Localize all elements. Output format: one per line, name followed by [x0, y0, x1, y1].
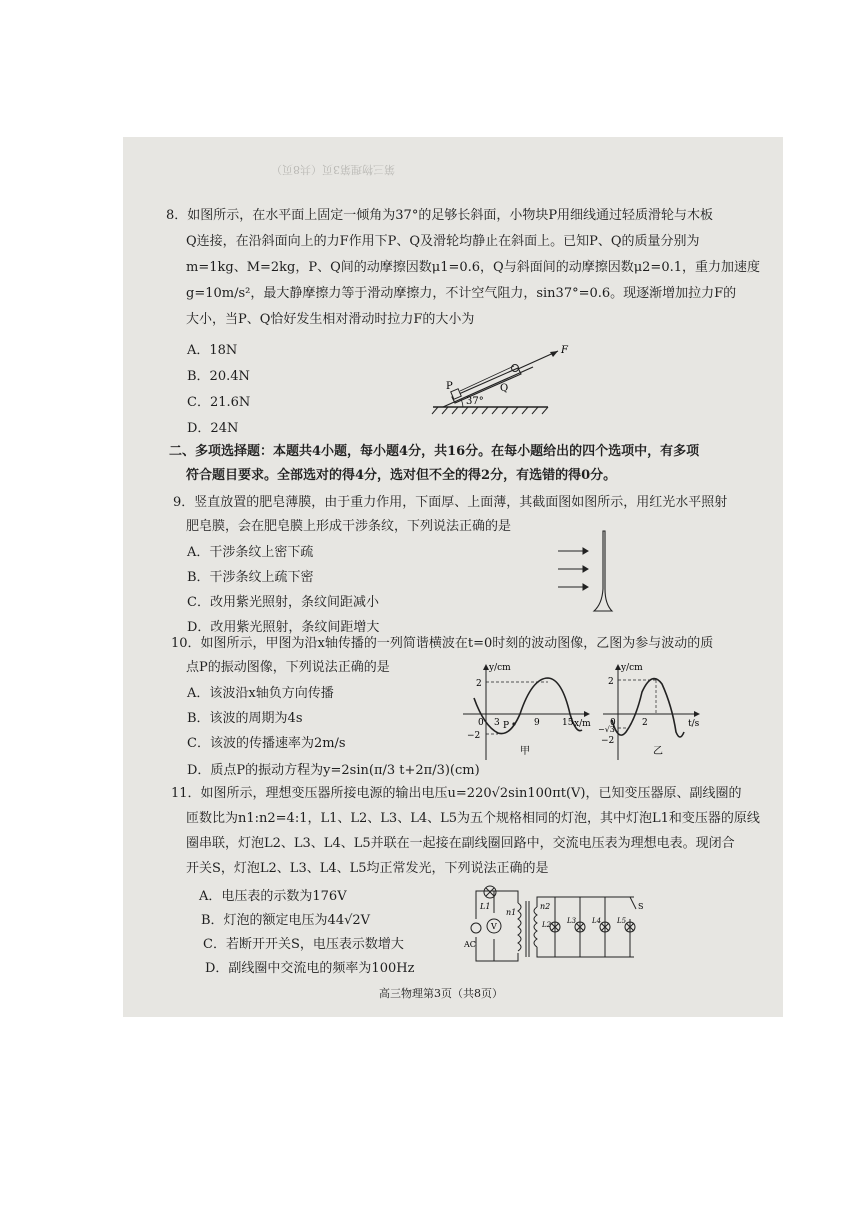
soap-film: [594, 531, 612, 611]
label-ac: AC: [464, 940, 476, 949]
label-l2: L2: [542, 921, 552, 929]
q8-option-d: D．24N: [187, 421, 239, 436]
page-footer: 高三物理第3页（共8页）: [379, 987, 503, 1000]
tick-x-15: 15: [562, 718, 574, 728]
axis-label-y: y/cm: [489, 663, 511, 673]
q8-option-c: C．21.6N: [187, 395, 251, 410]
label-s: S: [638, 902, 644, 911]
section2-line-2: 符合题目要求。全部选对的得4分，选对但不全的得2分，有选错的得0分。: [186, 468, 617, 483]
q10-line-2: 点P的振动图像，下列说法正确的是: [186, 660, 390, 675]
tick-y-2: 2: [476, 679, 482, 689]
q11-option-c: C．若断开开关S，电压表示数增大: [203, 937, 404, 952]
soap-film-figure: [553, 529, 623, 614]
q11-line-4: 开关S，灯泡L2、L3、L4、L5均正常发光，下列说法正确的是: [186, 861, 549, 876]
q9-line-1: 9．竖直放置的肥皂薄膜，由于重力作用，下面厚、上面薄，其截面图如图所示，用红光水平照射: [173, 495, 728, 510]
q8-line-1: 8．如图所示，在水平面上固定一倾角为37°的足够长斜面，小物块P用细线通过轻质滑轮与木板: [166, 208, 714, 223]
transformer-circuit: [458, 879, 658, 981]
q11-line-2: 匝数比为n1:n2=4:1，L1、L2、L3、L4、L5为五个规格相同的灯泡，其中灯泡L1和变压器的原线: [186, 811, 760, 826]
label-n2: n2: [540, 902, 551, 911]
exam-page: [123, 137, 783, 1017]
tick-x-9: 9: [534, 718, 540, 728]
tick-y-2: 2: [608, 677, 614, 687]
q11-option-a: A．电压表的示数为176V: [199, 889, 347, 904]
incline-line: [443, 367, 533, 407]
label-l1: L1: [480, 902, 491, 911]
q10-option-c: C．该波的传播速率为2m/s: [187, 736, 346, 751]
label-angle: 37°: [466, 396, 484, 407]
q11-line-1: 11．如图所示，理想变压器所接电源的输出电压u=220√2sin100πt(V)，已知变压器原、副线圈的: [171, 786, 742, 801]
label-l5: L5: [617, 917, 627, 925]
vibration-graph-b: [598, 662, 708, 764]
vibration-curve: [612, 679, 684, 737]
label-p-point: P: [503, 721, 510, 731]
q10-option-d: D．质点P的振动方程为y=2sin(π/3 t+2π/3)(cm): [187, 763, 480, 778]
q10-option-a: A．该波沿x轴负方向传播: [187, 686, 334, 701]
mirrored-header: 第三物理第3页（共8页）: [271, 163, 395, 176]
tick-y-0: 0: [610, 718, 616, 728]
tick-y-neg-sqrt3: −√3: [598, 725, 615, 734]
q11-line-3: 圈串联，灯泡L2、L3、L4、L5并联在一起接在副线圈回路中，交流电压表为理想电表。现闭合: [186, 836, 735, 851]
label-l4: L4: [592, 917, 602, 925]
incline-figure: [428, 337, 578, 417]
axis-label-x: t/s: [688, 719, 700, 729]
q10-option-b: B．该波的周期为4s: [187, 711, 303, 726]
q8-line-4: g=10m/s²，最大静摩擦力等于滑动摩擦力，不计空气阻力，sin37°=0.6。现逐渐增加拉力F的: [186, 286, 737, 301]
section2-line-1: 二、多项选择题：本题共4小题，每小题4分，共16分。在每小题给出的四个选项中，有多项: [169, 444, 700, 459]
axis-label-y: y/cm: [621, 663, 643, 673]
tick-y-neg2: −2: [601, 736, 615, 746]
q9-line-2: 肥皂膜，会在肥皂膜上形成干涉条纹，下列说法正确的是: [186, 519, 512, 534]
tick-x-2: 2: [642, 718, 648, 728]
wave-graph-a: [458, 662, 596, 764]
caption-yi: 乙: [653, 746, 663, 757]
q9-option-a: A．干涉条纹上密下疏: [187, 545, 314, 560]
q9-option-d: D．改用紫光照射，条纹间距增大: [187, 620, 380, 635]
q9-option-b: B．干涉条纹上疏下密: [187, 570, 314, 585]
q8-line-2: Q连接，在沿斜面向上的力F作用下P、Q及滑轮均静止在斜面上。已知P、Q的质量分别为: [186, 234, 700, 249]
q9-option-c: C．改用紫光照射，条纹间距减小: [187, 595, 379, 610]
label-l3: L3: [567, 917, 577, 925]
label-q: Q: [500, 383, 509, 394]
q8-line-3: m=1kg、M=2kg，P、Q间的动摩擦因数μ1=0.6，Q与斜面间的动摩擦因数μ2=0.1，重力加速度: [186, 260, 760, 275]
q8-option-b: B．20.4N: [187, 369, 250, 384]
tick-y-0: 0: [478, 718, 484, 728]
q8-option-a: A．18N: [187, 343, 238, 358]
caption-jia: 甲: [520, 746, 530, 757]
label-v: V: [491, 922, 497, 931]
label-n1: n1: [506, 908, 517, 917]
tick-x-3: 3: [494, 718, 500, 728]
tick-y-neg2: −2: [467, 731, 481, 741]
q11-option-d: D．副线圈中交流电的频率为100Hz: [205, 961, 415, 976]
q10-line-1: 10．如图所示，甲图为沿x轴传播的一列简谐横波在t=0时刻的波动图像，乙图为参与波动的质: [171, 636, 714, 651]
q11-option-b: B．灯泡的额定电压为44√2V: [201, 913, 371, 928]
ac-source: [471, 923, 481, 933]
label-p: P: [446, 381, 453, 392]
q8-line-5: 大小，当P、Q恰好发生相对滑动时拉力F的大小为: [186, 312, 475, 327]
point-p: [512, 722, 515, 725]
axis-label-x: x/m: [574, 719, 591, 729]
label-f: F: [561, 345, 568, 356]
